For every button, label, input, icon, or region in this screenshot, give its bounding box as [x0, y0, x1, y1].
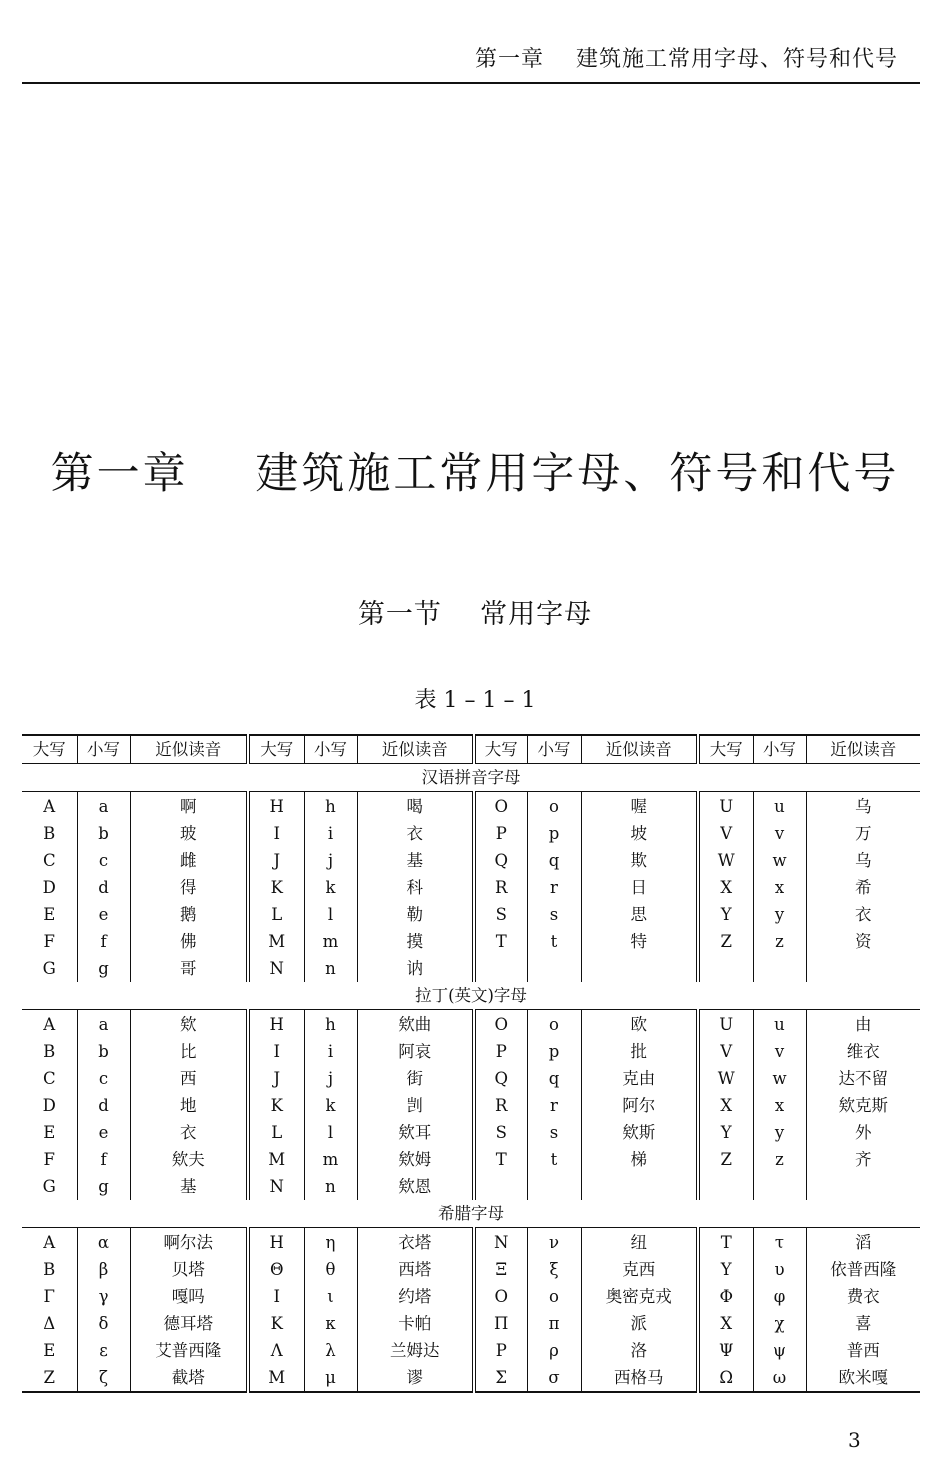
table-cell: T [698, 1228, 753, 1257]
table-cell: 卡帕 [357, 1310, 474, 1337]
table-cell: 资 [806, 928, 920, 955]
table-cell: 啊尔法 [130, 1228, 248, 1257]
table-cell [806, 1173, 920, 1200]
table-cell: 西 [130, 1065, 248, 1092]
table-cell [753, 955, 806, 982]
table-cell: 嘎吗 [130, 1283, 248, 1310]
table-cell: x [753, 874, 806, 901]
table-cell: 得 [130, 874, 248, 901]
table-cell: 欧米嘎 [806, 1364, 920, 1392]
table-cell: ρ [527, 1337, 581, 1364]
table-cell: W [698, 847, 753, 874]
table-cell: 喜 [806, 1310, 920, 1337]
table-cell: 喝 [357, 792, 474, 821]
table-cell [527, 955, 581, 982]
table-cell: w [753, 847, 806, 874]
table-cell: a [77, 792, 130, 821]
column-header: 大写 [698, 735, 753, 764]
table-cell: 坡 [581, 820, 698, 847]
table-cell: 兰姆达 [357, 1337, 474, 1364]
table-cell: 雌 [130, 847, 248, 874]
table-cell: 欸恩 [357, 1173, 474, 1200]
table-cell: Π [474, 1310, 527, 1337]
table-cell: q [527, 1065, 581, 1092]
table-cell: C [42, 1069, 56, 1088]
table-cell [806, 955, 920, 982]
table-cell: z [753, 928, 806, 955]
table-cell: B [43, 1042, 56, 1061]
table-cell: γ [77, 1283, 130, 1310]
table-row [22, 1065, 920, 1092]
table-cell: Y [698, 901, 753, 928]
table-cell: 衣 [357, 820, 474, 847]
table-cell: U [698, 1010, 753, 1039]
table-cell: p [527, 1038, 581, 1065]
table-cell: I [248, 1038, 304, 1065]
table-cell: K [248, 874, 304, 901]
table-cell: c [77, 1065, 130, 1092]
table-cell: L [248, 1119, 304, 1146]
table-cell: 欸曲 [357, 1010, 474, 1039]
table-cell: F [43, 932, 55, 951]
table-cell: 欸姆 [357, 1146, 474, 1173]
table-cell: 思 [581, 901, 698, 928]
table-cell: o [527, 1010, 581, 1039]
table-row [22, 1146, 920, 1173]
table-cell: 日 [581, 874, 698, 901]
section-header-row [22, 1200, 920, 1228]
table-cell: d [77, 874, 130, 901]
table-cell: z [753, 1146, 806, 1173]
table-cell: 欧 [581, 1010, 698, 1039]
table-cell: 梯 [581, 1146, 698, 1173]
table-cell: 批 [581, 1038, 698, 1065]
table-cell: a [77, 1010, 130, 1039]
table-cell: n [304, 955, 357, 982]
table-cell: R [474, 874, 527, 901]
table-cell: K [248, 1310, 304, 1337]
table-cell: y [753, 901, 806, 928]
table-cell: 欸耳 [357, 1119, 474, 1146]
table-cell: s [527, 901, 581, 928]
table-cell: Δ [43, 1314, 56, 1333]
table-cell: T [474, 928, 527, 955]
table-cell: 街 [357, 1065, 474, 1092]
table-cell: 希 [806, 874, 920, 901]
table-cell: 比 [130, 1038, 248, 1065]
table-cell: 欸夫 [130, 1146, 248, 1173]
table-cell: 讷 [357, 955, 474, 982]
table-cell: 佛 [130, 928, 248, 955]
table-cell: ξ [527, 1256, 581, 1283]
table-cell: 滔 [806, 1228, 920, 1257]
section-title-cell: 拉丁(英文)字母 [22, 982, 920, 1010]
table-cell: y [753, 1119, 806, 1146]
table-row [22, 901, 920, 928]
column-header: 大写 [22, 735, 77, 764]
table-cell: ν [527, 1228, 581, 1257]
table-cell: φ [753, 1283, 806, 1310]
table-cell: Z [43, 1368, 55, 1387]
table-cell: 喔 [581, 792, 698, 821]
table-cell: w [753, 1065, 806, 1092]
table-cell: l [304, 901, 357, 928]
table-cell: S [474, 901, 527, 928]
table-cell: r [527, 874, 581, 901]
table-cell: 费衣 [806, 1283, 920, 1310]
table-cell: Q [474, 847, 527, 874]
chapter-title: 第一章 建筑施工常用字母、符号和代号 [50, 449, 900, 499]
table-cell: 阿尔 [581, 1092, 698, 1119]
table-cell: W [698, 1065, 753, 1092]
table-cell: 由 [806, 1010, 920, 1039]
table-cell: M [248, 1364, 304, 1392]
table-cell: 基 [130, 1173, 248, 1200]
table-cell: j [304, 847, 357, 874]
table-cell: 地 [130, 1092, 248, 1119]
table-cell: u [753, 1010, 806, 1039]
table-cell: Ψ [698, 1337, 753, 1364]
table-cell: V [698, 1038, 753, 1065]
table-cell: h [304, 792, 357, 821]
alphabet-table [22, 734, 920, 1393]
table-cell: α [77, 1228, 130, 1257]
table-cell: 阿哀 [357, 1038, 474, 1065]
table-cell: Q [474, 1065, 527, 1092]
table-cell: A [43, 796, 56, 816]
table-cell: ι [304, 1283, 357, 1310]
column-header: 近似读音 [357, 735, 474, 764]
table-cell: 万 [806, 820, 920, 847]
table-cell: m [304, 928, 357, 955]
table-row [22, 1337, 920, 1364]
table-cell: 衣 [806, 901, 920, 928]
table-cell: Ξ [474, 1256, 527, 1283]
table-cell: P [474, 820, 527, 847]
table-cell: 谬 [357, 1364, 474, 1392]
table-cell: I [248, 820, 304, 847]
table-cell: k [304, 1092, 357, 1119]
table-cell: g [77, 955, 130, 982]
section-title-cell: 希腊字母 [22, 1200, 920, 1228]
table-row [22, 847, 920, 874]
table-cell: I [248, 1283, 304, 1310]
table-cell: R [474, 1092, 527, 1119]
table-cell: π [527, 1310, 581, 1337]
table-cell: S [474, 1119, 527, 1146]
table-cell: s [527, 1119, 581, 1146]
column-header: 近似读音 [806, 735, 920, 764]
table-cell: 衣 [130, 1119, 248, 1146]
table-row [22, 928, 920, 955]
table-cell: c [77, 847, 130, 874]
table-cell: E [43, 1341, 56, 1360]
table-cell: 纽 [581, 1228, 698, 1257]
table-cell [698, 955, 753, 982]
table-cell: 剀 [357, 1092, 474, 1119]
table-cell: ψ [753, 1337, 806, 1364]
column-header: 大写 [248, 735, 304, 764]
table-cell: Z [698, 1146, 753, 1173]
table-cell: τ [753, 1228, 806, 1257]
column-header: 小写 [753, 735, 806, 764]
table-row [22, 1364, 920, 1392]
table-cell: 基 [357, 847, 474, 874]
table-cell: N [248, 955, 304, 982]
table-cell: 西塔 [357, 1256, 474, 1283]
table-caption: 表 1 – 1 – 1 [414, 688, 536, 713]
table-cell: 贝塔 [130, 1256, 248, 1283]
table-cell: 欸克斯 [806, 1092, 920, 1119]
column-header: 小写 [527, 735, 581, 764]
column-header: 小写 [304, 735, 357, 764]
alphabet-table-body [22, 735, 920, 1392]
table-cell: v [753, 1038, 806, 1065]
table-cell: X [698, 1092, 753, 1119]
table-cell: ω [753, 1364, 806, 1392]
table-cell: 欸 [130, 1010, 248, 1039]
table-cell: 乌 [806, 792, 920, 821]
table-cell: i [304, 1038, 357, 1065]
table-cell: O [474, 792, 527, 821]
table-cell: 摸 [357, 928, 474, 955]
table-cell: ε [77, 1337, 130, 1364]
column-header: 大写 [474, 735, 527, 764]
table-cell: g [77, 1173, 130, 1200]
table-cell: J [248, 847, 304, 874]
table-cell: 奥密克戎 [581, 1283, 698, 1310]
table-cell: 洛 [581, 1337, 698, 1364]
table-cell: t [527, 1146, 581, 1173]
table-cell: l [304, 1119, 357, 1146]
table-cell: H [248, 1228, 304, 1257]
table-cell: V [698, 820, 753, 847]
table-cell: h [304, 1010, 357, 1039]
page-number: 3 [848, 1428, 861, 1452]
table-cell: Ω [698, 1364, 753, 1392]
section-title-cell: 汉语拼音字母 [22, 764, 920, 792]
table-cell: Y [698, 1119, 753, 1146]
table-cell: f [77, 928, 130, 955]
table-cell: M [248, 928, 304, 955]
table-cell [581, 1173, 698, 1200]
table-cell: Λ [248, 1337, 304, 1364]
table-cell: 啊 [130, 792, 248, 821]
table-cell: 鹅 [130, 901, 248, 928]
table-cell [581, 955, 698, 982]
table-cell: 欸斯 [581, 1119, 698, 1146]
table-row [22, 1010, 920, 1039]
table-row [22, 1173, 920, 1200]
table-cell: E [43, 1123, 56, 1142]
table-cell: 克西 [581, 1256, 698, 1283]
table-cell: υ [753, 1256, 806, 1283]
section-header-row [22, 982, 920, 1010]
table-header-row [22, 735, 920, 764]
table-cell: X [698, 874, 753, 901]
header-rule [22, 82, 920, 84]
table-cell: 截塔 [130, 1364, 248, 1392]
table-cell: P [474, 1038, 527, 1065]
table-cell: B [43, 824, 56, 843]
table-cell: Σ [474, 1364, 527, 1392]
table-cell: H [248, 1010, 304, 1039]
table-cell: H [248, 792, 304, 821]
table-cell: 外 [806, 1119, 920, 1146]
table-cell: e [77, 901, 130, 928]
table-cell: p [527, 820, 581, 847]
table-cell: β [77, 1256, 130, 1283]
table-row [22, 1092, 920, 1119]
table-cell: 德耳塔 [130, 1310, 248, 1337]
table-cell: P [474, 1337, 527, 1364]
table-cell: 艾普西隆 [130, 1337, 248, 1364]
table-row [22, 1256, 920, 1283]
table-cell: b [77, 820, 130, 847]
table-cell: 克由 [581, 1065, 698, 1092]
table-cell: 勒 [357, 901, 474, 928]
table-cell: B [43, 1260, 56, 1279]
table-cell: o [527, 792, 581, 821]
table-cell: Z [698, 928, 753, 955]
table-cell: χ [753, 1310, 806, 1337]
table-cell: x [753, 1092, 806, 1119]
table-cell: 维衣 [806, 1038, 920, 1065]
table-cell: e [77, 1119, 130, 1146]
table-cell: C [42, 851, 56, 870]
section-header-row [22, 764, 920, 792]
table-cell: 普西 [806, 1337, 920, 1364]
table-cell: J [248, 1065, 304, 1092]
table-cell: η [304, 1228, 357, 1257]
table-cell: κ [304, 1310, 357, 1337]
table-row [22, 1119, 920, 1146]
table-cell: 依普西隆 [806, 1256, 920, 1283]
table-cell: Υ [698, 1256, 753, 1283]
table-cell: 哥 [130, 955, 248, 982]
table-cell: U [698, 792, 753, 821]
table-cell: k [304, 874, 357, 901]
running-head: 第一章 建筑施工常用字母、符号和代号 [475, 47, 898, 72]
table-cell: i [304, 820, 357, 847]
table-cell: Γ [43, 1287, 55, 1306]
table-cell: 达不留 [806, 1065, 920, 1092]
table-cell: G [42, 959, 56, 978]
table-cell: d [77, 1092, 130, 1119]
table-cell: O [474, 1283, 527, 1310]
table-cell: n [304, 1173, 357, 1200]
table-cell: A [43, 1014, 56, 1034]
table-cell: σ [527, 1364, 581, 1392]
table-row [22, 820, 920, 847]
table-cell: 派 [581, 1310, 698, 1337]
table-cell: θ [304, 1256, 357, 1283]
section-title: 第一节 常用字母 [357, 599, 593, 630]
table-cell: b [77, 1038, 130, 1065]
table-cell: m [304, 1146, 357, 1173]
table-cell [474, 955, 527, 982]
table-cell: M [248, 1146, 304, 1173]
table-cell: 科 [357, 874, 474, 901]
table-cell: L [248, 901, 304, 928]
table-cell: 约塔 [357, 1283, 474, 1310]
table-cell: Φ [698, 1283, 753, 1310]
table-row [22, 1283, 920, 1310]
table-row [22, 1228, 920, 1257]
table-cell: 乌 [806, 847, 920, 874]
table-cell: j [304, 1065, 357, 1092]
table-cell: D [42, 1096, 56, 1115]
table-cell: 齐 [806, 1146, 920, 1173]
table-cell: r [527, 1092, 581, 1119]
table-cell [753, 1173, 806, 1200]
table-cell: Θ [248, 1256, 304, 1283]
table-cell: D [42, 878, 56, 897]
table-cell: 玻 [130, 820, 248, 847]
table-row [22, 874, 920, 901]
table-row [22, 792, 920, 821]
table-cell: F [43, 1150, 55, 1169]
table-cell: E [43, 905, 56, 924]
table-cell: K [248, 1092, 304, 1119]
table-cell [527, 1173, 581, 1200]
table-cell: f [77, 1146, 130, 1173]
table-cell: δ [77, 1310, 130, 1337]
table-cell [474, 1173, 527, 1200]
table-cell: 欺 [581, 847, 698, 874]
table-cell: O [474, 1010, 527, 1039]
table-cell: λ [304, 1337, 357, 1364]
column-header: 近似读音 [581, 735, 698, 764]
column-header: 近似读音 [130, 735, 248, 764]
table-cell: T [474, 1146, 527, 1173]
table-row [22, 1310, 920, 1337]
column-header: 小写 [77, 735, 130, 764]
table-cell: o [527, 1283, 581, 1310]
table-cell: 衣塔 [357, 1228, 474, 1257]
table-row [22, 955, 920, 982]
table-cell: G [42, 1177, 56, 1196]
table-cell: u [753, 792, 806, 821]
table-cell [698, 1173, 753, 1200]
table-cell: A [43, 1232, 56, 1252]
table-cell: N [248, 1173, 304, 1200]
table-cell: v [753, 820, 806, 847]
table-cell: 特 [581, 928, 698, 955]
table-cell: X [698, 1310, 753, 1337]
table-cell: t [527, 928, 581, 955]
table-cell: 西格马 [581, 1364, 698, 1392]
table-row [22, 1038, 920, 1065]
table-cell: q [527, 847, 581, 874]
table-cell: μ [304, 1364, 357, 1392]
table-cell: ζ [77, 1364, 130, 1392]
table-cell: N [474, 1228, 527, 1257]
